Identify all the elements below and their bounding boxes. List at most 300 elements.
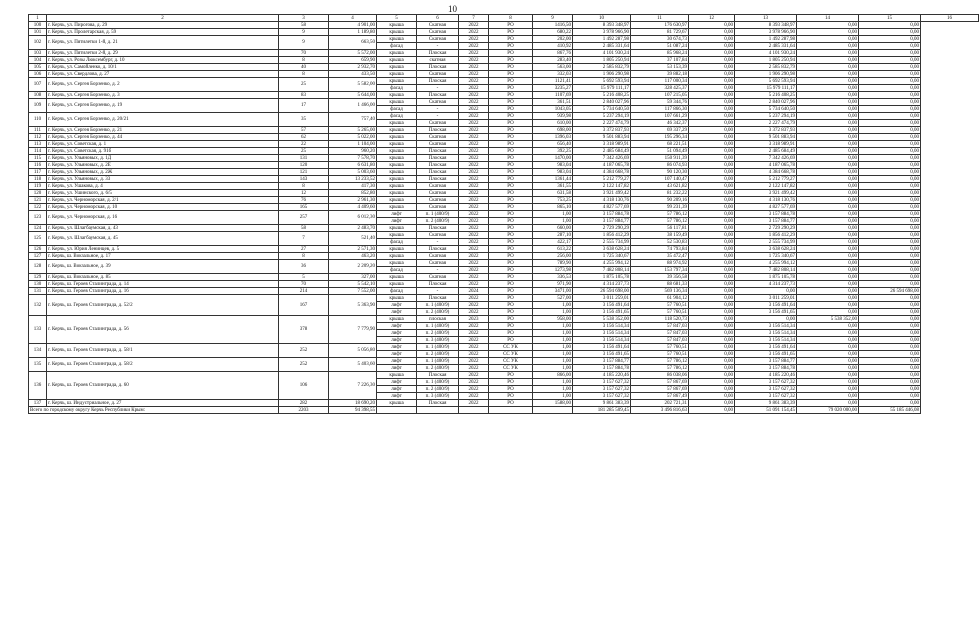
cost-total: 3 011 259,01	[573, 295, 631, 302]
row-number: 133	[29, 316, 47, 344]
cost-total: 3 156 491,64	[573, 344, 631, 351]
cost-2023: 0,00	[797, 106, 859, 113]
house-area: 521,40	[329, 232, 377, 246]
table-row	[29, 274, 979, 281]
cost-fund: 0,00	[689, 246, 735, 253]
source: РО	[489, 99, 533, 106]
cost-total: 2 729 290,29	[573, 225, 631, 232]
cost-2022: 15 979 111,17	[735, 85, 797, 92]
cost-2024: 0,00	[859, 176, 921, 183]
cost-fund: 0,00	[689, 351, 735, 358]
row-number: 107	[29, 78, 47, 92]
volume: 1,00	[533, 337, 573, 344]
cost-2022: 9 501 883,94	[735, 134, 797, 141]
cost-2024: 0,00	[859, 134, 921, 141]
cost-2024: 0,00	[859, 239, 921, 246]
cost-2022: 3 156 491,64	[735, 302, 797, 309]
volume: 680,22	[533, 29, 573, 36]
volume: 983,04	[533, 162, 573, 169]
cost-total: 3 318 989,91	[573, 141, 631, 148]
flat-count: 22	[279, 141, 329, 148]
type: Скатная	[417, 232, 459, 239]
cost-2023: 0,00	[797, 50, 859, 57]
cost-2023: 0,00	[797, 155, 859, 162]
volume: 866,00	[533, 372, 573, 379]
source: РО	[489, 393, 533, 400]
volume: 983,04	[533, 169, 573, 176]
type: плоская	[417, 316, 459, 323]
cost-2022: 5 692 593,94	[735, 78, 797, 85]
flat-count: 27	[279, 246, 329, 253]
cost-total: 1 906 290,98	[573, 71, 631, 78]
cost-2022: 4 384 668,78	[735, 169, 797, 176]
cost-control: 51 094,49	[631, 148, 689, 155]
cost-2023: 0,00	[797, 197, 859, 204]
row-number: 122	[29, 204, 47, 211]
table-row	[29, 176, 979, 183]
type: п. 2 (400/9)	[417, 365, 459, 372]
cost-total: 3 156 491,64	[573, 302, 631, 309]
cost-control: 57 847,03	[631, 330, 689, 337]
cost-fund: 0,00	[689, 337, 735, 344]
element: крыша	[377, 22, 417, 29]
type: Плоская	[417, 169, 459, 176]
element: крыша	[377, 162, 417, 169]
cost-2022: 3 157 884,78	[735, 211, 797, 218]
cost-fund: 0,00	[689, 197, 735, 204]
cost-fund: 0,00	[689, 218, 735, 225]
house-address: г. Керчь, ул. Сергея Борзенко, д. 3	[47, 92, 279, 99]
volume: 1,00	[533, 379, 573, 386]
column-number: 14	[797, 15, 859, 22]
cost-2022: 3 157 627,32	[735, 393, 797, 400]
cost-2022: 3 978 966,90	[735, 29, 797, 36]
flat-count: 8	[279, 183, 329, 190]
cost-2024: 0,00	[859, 400, 921, 407]
house-area: 327,00	[329, 274, 377, 281]
element: фасад	[377, 106, 417, 113]
row-number: 116	[29, 162, 47, 169]
cost-2024: 0,00	[859, 281, 921, 288]
cost-2024: 0,00	[859, 351, 921, 358]
cost-control: 328 425,37	[631, 85, 689, 92]
house-area: 4 409,60	[329, 204, 377, 211]
year: 2022	[459, 113, 489, 120]
row-number: 118	[29, 176, 47, 183]
year: 2022	[459, 379, 489, 386]
row-number: 104	[29, 57, 47, 64]
element: фасад	[377, 43, 417, 50]
house-area: 5 572,00	[329, 50, 377, 57]
table-row	[29, 295, 979, 302]
house-address: г. Керчь, ул. Розы Люксембург, д. 10	[47, 57, 279, 64]
element: крыша	[377, 169, 417, 176]
cost-2022: 4 827 577,69	[735, 204, 797, 211]
cost-2024: 26 594 698,00	[859, 288, 921, 295]
cost-2024: 0,00	[859, 106, 921, 113]
type: Плоская	[417, 155, 459, 162]
cost-fund: 0,00	[689, 36, 735, 43]
house-address: г. Керчь, ш. Героев Сталинграда, д. 52/2	[47, 295, 279, 316]
volume: 1107,69	[533, 92, 573, 99]
cost-fund: 0,00	[689, 309, 735, 316]
year: 2022	[459, 400, 489, 407]
cost-control: 81 232,22	[631, 190, 689, 197]
house-address: г. Керчь, ш. Вокзальное, д. 85	[47, 274, 279, 281]
element: крыша	[377, 190, 417, 197]
cost-fund: 0,00	[689, 22, 735, 29]
house-address: г. Керчь, ул. Сергея Борзенко, д. 20/21	[47, 113, 279, 127]
house-address: г. Керчь, ш. Героев Сталинграда, д. 56	[47, 316, 279, 344]
column-number: 15	[859, 15, 921, 22]
cost-2024: 0,00	[859, 372, 921, 379]
cost-2024: 0,00	[859, 92, 921, 99]
house-address: г. Керчь, ул. Черноморская, д. 2/1	[47, 197, 279, 204]
element: крыша	[377, 281, 417, 288]
cost-total: 3 157 884,78	[573, 211, 631, 218]
type: п. 3 (400/9)	[417, 337, 459, 344]
cost-2022: 3 156 491,65	[735, 309, 797, 316]
type: Скатная	[417, 71, 459, 78]
type: п. 1 (400/9)	[417, 211, 459, 218]
source: РО	[489, 232, 533, 239]
cost-2022: 2 555 734,99	[735, 239, 797, 246]
cost-2022: 3 156 491,64	[735, 344, 797, 351]
type: скатная	[417, 57, 459, 64]
cost-control: 88 974,92	[631, 260, 689, 267]
row-number: 106	[29, 71, 47, 78]
house-address: г. Керчь, ш. Вокзальное, д. 39	[47, 260, 279, 274]
house-area: 5 022,00	[329, 134, 377, 141]
volume: 422,17	[533, 239, 573, 246]
cost-2022: 2 227 474,79	[735, 120, 797, 127]
source: РО	[489, 197, 533, 204]
cost-2024: 0,00	[859, 330, 921, 337]
cost-2022: 3 011 259,01	[735, 295, 797, 302]
cost-2022: 8 393 348,97	[735, 22, 797, 29]
cost-control: 38 159,49	[631, 232, 689, 239]
table-row	[29, 127, 979, 134]
cost-2024: 0,00	[859, 204, 921, 211]
cost-2023: 0,00	[797, 337, 859, 344]
cost-fund: 0,00	[689, 302, 735, 309]
column-number: 3	[279, 15, 329, 22]
cost-2024: 0,00	[859, 78, 921, 85]
element: крыша	[377, 316, 417, 323]
house-area: 4 901,00	[329, 22, 377, 29]
house-address: г. Керчь, ул. Сергея Борзенко, д. 19	[47, 99, 279, 113]
cost-control: 88 681,33	[631, 281, 689, 288]
source: РО	[489, 253, 533, 260]
cost-2023: 0,00	[797, 372, 859, 379]
flat-count: 83	[279, 92, 329, 99]
volume: 939,98	[533, 113, 573, 120]
element: лифт	[377, 358, 417, 365]
row-number: 103	[29, 50, 47, 57]
cost-fund: 0,00	[689, 50, 735, 57]
cost-2023: 0,00	[797, 239, 859, 246]
type: -	[417, 239, 459, 246]
house-address: г. Керчь, ул. Ушинского, д. 6/5	[47, 190, 279, 197]
cost-total: 3 978 966,90	[573, 29, 631, 36]
element: крыша	[377, 57, 417, 64]
flat-count: 76	[279, 197, 329, 204]
type: -	[417, 85, 459, 92]
cost-control: 57 786,12	[631, 365, 689, 372]
house-address: г. Керчь, ш. Индустриальное, д. 27	[47, 400, 279, 407]
cost-control: 118 520,73	[631, 316, 689, 323]
cost-2024: 0,00	[859, 225, 921, 232]
volume: 698,00	[533, 127, 573, 134]
house-area: 2 961,30	[329, 197, 377, 204]
house-area: 6 631,80	[329, 162, 377, 169]
element: крыша	[377, 274, 417, 281]
cost-2022: 2 485 331,64	[735, 43, 797, 50]
element: крыша	[377, 246, 417, 253]
cost-total: 5 734 640,50	[573, 106, 631, 113]
flat-count: 5	[279, 274, 329, 281]
volume: 867,76	[533, 50, 573, 57]
flat-count: 9	[279, 36, 329, 50]
house-address: г. Керчь, ш. Героев Сталинграда, д. 14	[47, 281, 279, 288]
cost-2023: 0,00	[797, 351, 859, 358]
row-number: 129	[29, 274, 47, 281]
column-number-row	[29, 15, 979, 22]
year: 2022	[459, 183, 489, 190]
table-row	[29, 78, 979, 85]
cost-2023: 0,00	[797, 169, 859, 176]
year: 2022	[459, 218, 489, 225]
flat-count: 8	[279, 57, 329, 64]
element: лифт	[377, 337, 417, 344]
table-row	[29, 71, 979, 78]
type: Плоская	[417, 148, 459, 155]
element: крыша	[377, 134, 417, 141]
year: 2022	[459, 211, 489, 218]
source: СС УК	[489, 358, 533, 365]
row-number: 132	[29, 295, 47, 316]
element: крыша	[377, 225, 417, 232]
cost-2024: 0,00	[859, 295, 921, 302]
type: -	[417, 113, 459, 120]
source: РО	[489, 246, 533, 253]
element: лифт	[377, 211, 417, 218]
table-row	[29, 141, 979, 148]
row-number: 114	[29, 148, 47, 155]
house-area: 5 582,00	[329, 78, 377, 92]
source: РО	[489, 64, 533, 71]
cost-2023: 0,00	[797, 246, 859, 253]
flat-count: 252	[279, 358, 329, 372]
cost-control: 57 760,51	[631, 351, 689, 358]
source: РО	[489, 288, 533, 295]
element: лифт	[377, 344, 417, 351]
total-empty	[459, 407, 489, 414]
cost-fund: 0,00	[689, 176, 735, 183]
flat-count: 167	[279, 295, 329, 316]
type: Скатная	[417, 22, 459, 29]
element: крыша	[377, 78, 417, 85]
type: Плоская	[417, 162, 459, 169]
house-area: 2 209,20	[329, 260, 377, 274]
cost-control: 43 621,82	[631, 183, 689, 190]
element: крыша	[377, 232, 417, 239]
cost-fund: 0,00	[689, 57, 735, 64]
house-address: г. Керчь, ш. Героев Сталинграда, д. 58/1	[47, 344, 279, 358]
capital-repair-register-table	[28, 14, 979, 414]
cost-2022: 0,00	[735, 288, 797, 295]
cost-control: 46 342,37	[631, 120, 689, 127]
volume: 563,00	[533, 64, 573, 71]
row-number: 130	[29, 281, 47, 288]
source: РО	[489, 176, 533, 183]
year: 2022	[459, 351, 489, 358]
element: крыша	[377, 400, 417, 407]
cost-2024: 0,00	[859, 22, 921, 29]
table-row	[29, 281, 979, 288]
element: крыша	[377, 148, 417, 155]
source: РО	[489, 190, 533, 197]
flat-count: 9	[279, 29, 329, 36]
type: -	[417, 43, 459, 50]
cost-control: 57 867,49	[631, 393, 689, 400]
cost-2022: 4 187 065,78	[735, 162, 797, 169]
cost-2022: 7 482 808,14	[735, 267, 797, 274]
house-address: г. Керчь, ул. Советская, д. 1	[47, 141, 279, 148]
total-c12: 0,00	[689, 407, 735, 414]
flat-count: 70	[279, 281, 329, 288]
volume: 527,00	[533, 295, 573, 302]
cost-fund: 0,00	[689, 281, 735, 288]
total-empty	[489, 407, 533, 414]
cost-2023: 0,00	[797, 211, 859, 218]
cost-total: 2 485 331,64	[573, 43, 631, 50]
element: лифт	[377, 379, 417, 386]
type: п. 2 (400/9)	[417, 386, 459, 393]
year: 2022	[459, 155, 489, 162]
cost-fund: 0,00	[689, 323, 735, 330]
cost-control: 99 231,39	[631, 204, 689, 211]
row-number: 101	[29, 29, 47, 36]
type: п. 1 (400/9)	[417, 323, 459, 330]
cost-2022: 3 157 884,77	[735, 358, 797, 365]
cost-control: 61 904,12	[631, 295, 689, 302]
cost-2024: 0,00	[859, 365, 921, 372]
cost-control: 52 530,83	[631, 239, 689, 246]
house-area: 7 578,70	[329, 155, 377, 162]
house-area: 852,80	[329, 190, 377, 197]
cost-fund: 0,00	[689, 113, 735, 120]
row-number: 117	[29, 169, 47, 176]
cost-control: 57 786,12	[631, 211, 689, 218]
cost-fund: 0,00	[689, 239, 735, 246]
cost-total: 4 187 065,78	[573, 162, 631, 169]
cost-2022: 5 237 294,19	[735, 113, 797, 120]
house-area: 960,20	[329, 148, 377, 155]
cost-fund: 0,00	[689, 85, 735, 92]
volume: 613,22	[533, 246, 573, 253]
cost-fund: 0,00	[689, 372, 735, 379]
cost-2024: 0,00	[859, 218, 921, 225]
row-number: 131	[29, 288, 47, 295]
cost-fund: 0,00	[689, 211, 735, 218]
type: Плоская	[417, 295, 459, 302]
year: 2022	[459, 29, 489, 36]
house-area: 1 189,80	[329, 29, 377, 36]
type: Скатная	[417, 99, 459, 106]
cost-total: 3 157 884,77	[573, 218, 631, 225]
cost-2022: 4 185 220,46	[735, 372, 797, 379]
total-empty	[417, 407, 459, 414]
cost-2024: 0,00	[859, 232, 921, 239]
column-number: 5	[377, 15, 417, 22]
cost-2023: 0,00	[797, 204, 859, 211]
cost-total: 3 156 491,65	[573, 309, 631, 316]
volume: 789,90	[533, 260, 573, 267]
volume: 336,53	[533, 274, 573, 281]
type: Плоская	[417, 78, 459, 85]
cost-fund: 0,00	[689, 400, 735, 407]
flat-count: 106	[279, 372, 329, 400]
house-address: г. Керчь, ул. Ульяновых, д. 1Д	[47, 155, 279, 162]
cost-2022: 3 157 627,32	[735, 379, 797, 386]
source: РО	[489, 400, 533, 407]
house-area: 757,40	[329, 113, 377, 127]
cost-2022: 3 318 989,91	[735, 141, 797, 148]
cost-2024: 0,00	[859, 57, 921, 64]
source: РО	[489, 57, 533, 64]
cost-control: 57 786,12	[631, 218, 689, 225]
cost-control: 90 209,16	[631, 197, 689, 204]
volume: 1273,98	[533, 267, 573, 274]
type: Плоская	[417, 225, 459, 232]
cost-2024: 0,00	[859, 211, 921, 218]
cost-total: 4 318 130,76	[573, 197, 631, 204]
cost-total: 5 216 408,25	[573, 92, 631, 99]
element: лифт	[377, 323, 417, 330]
cost-control: 202 721,31	[631, 400, 689, 407]
cost-2022: 2 485 684,49	[735, 148, 797, 155]
cost-control: 53 153,39	[631, 64, 689, 71]
source: РО	[489, 29, 533, 36]
row-number: 123	[29, 211, 47, 225]
cost-total: 2 840 027,96	[573, 99, 631, 106]
cost-fund: 0,00	[689, 365, 735, 372]
column-number: 10	[573, 15, 631, 22]
volume: 865,10	[533, 204, 573, 211]
volume: 1,00	[533, 351, 573, 358]
cost-2022: 5 734 640,50	[735, 106, 797, 113]
cost-total: 4 185 220,46	[573, 372, 631, 379]
volume: 202,00	[533, 36, 573, 43]
volume: 392,25	[533, 148, 573, 155]
flat-count: 25	[279, 148, 329, 155]
element: лифт	[377, 365, 417, 372]
source: РО	[489, 92, 533, 99]
type: п. 2 (400/9)	[417, 309, 459, 316]
cost-control: 56 117,81	[631, 225, 689, 232]
type: Плоская	[417, 281, 459, 288]
cost-2023: 0,00	[797, 134, 859, 141]
house-address: г. Керчь, ш. Героев Сталинграда, д. 16	[47, 288, 279, 295]
house-area: 2 932,70	[329, 64, 377, 71]
cost-2023: 0,00	[797, 22, 859, 29]
flat-count: 17	[279, 99, 329, 113]
cost-total: 3 157 627,32	[573, 379, 631, 386]
element: крыша	[377, 29, 417, 36]
type: Скатная	[417, 29, 459, 36]
cost-total: 3 157 884,77	[573, 358, 631, 365]
